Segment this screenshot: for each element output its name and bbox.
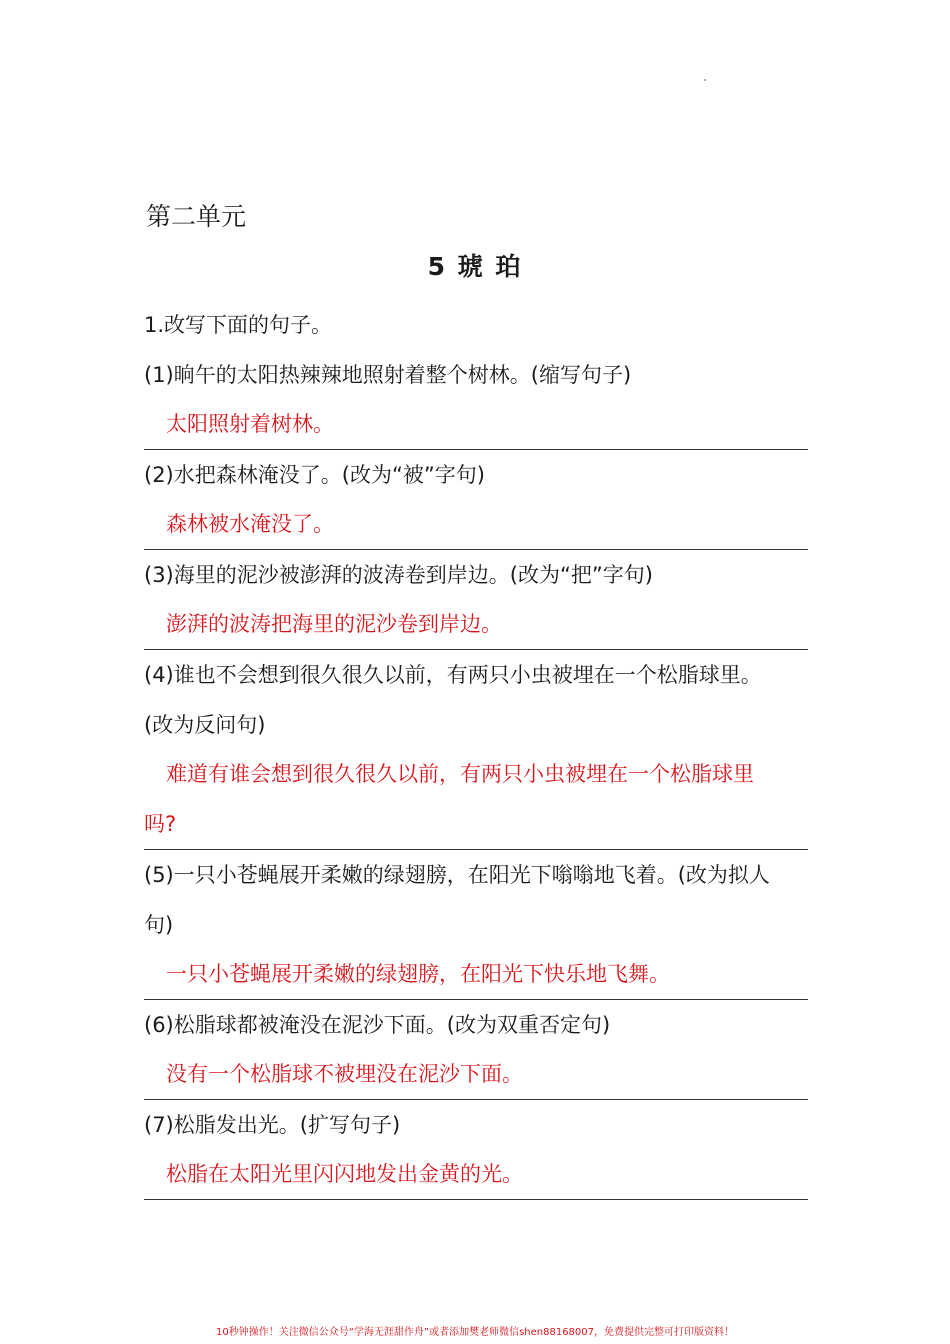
exercise-heading: 1.改写下面的句子。 (144, 313, 333, 337)
question-4-line-2: (改为反问句) (144, 713, 266, 737)
answer-4-line-1: 难道有谁会想到很久很久以前，有两只小虫被埋在一个松脂球里 (166, 762, 754, 786)
question-3: (3)海里的泥沙被澎湃的波涛卷到岸边。(改为“把”字句) (144, 563, 653, 587)
unit-title: 第二单元 (146, 202, 247, 231)
answer-7: 松脂在太阳光里闪闪地发出金黄的光。 (144, 1150, 808, 1200)
answer-5: 一只小苍蝇展开柔嫩的绿翅膀，在阳光下快乐地飞舞。 (144, 950, 808, 1000)
question-2: (2)水把森林淹没了。(改为“被”字句) (144, 463, 485, 487)
question-4-line-1: (4)谁也不会想到很久很久以前，有两只小虫被埋在一个松脂球里。 (144, 663, 762, 687)
lesson-title: 5 琥 珀 (427, 252, 523, 281)
question-1: (1)晌午的太阳热辣辣地照射着整个树林。(缩写句子) (144, 363, 632, 387)
answer-2: 森林被水淹没了。 (144, 500, 808, 550)
answer-3: 澎湃的波涛把海里的泥沙卷到岸边。 (144, 600, 808, 650)
question-5-line-2: 句) (144, 913, 174, 937)
exercise-content (144, 300, 808, 1200)
answer-1: 太阳照射着树林。 (144, 400, 808, 450)
question-7: (7)松脂发出光。(扩写句子) (144, 1113, 401, 1137)
footer-notice: 10秒钟操作！关注微信公众号“学海无涯甜作舟”或者添加樊老师微信shen88168007，免费提供完整可打印版资料！ (215, 1327, 735, 1338)
question-5-line-1: (5)一只小苍蝇展开柔嫩的绿翅膀，在阳光下嗡嗡地飞着。(改为拟人 (144, 863, 770, 887)
answer-6: 没有一个松脂球不被埋没在泥沙下面。 (144, 1050, 808, 1100)
question-6: (6)松脂球都被淹没在泥沙下面。(改为双重否定句) (144, 1013, 611, 1037)
answer-4-line-2: 吗? (144, 800, 808, 850)
page-dot (704, 79, 706, 81)
